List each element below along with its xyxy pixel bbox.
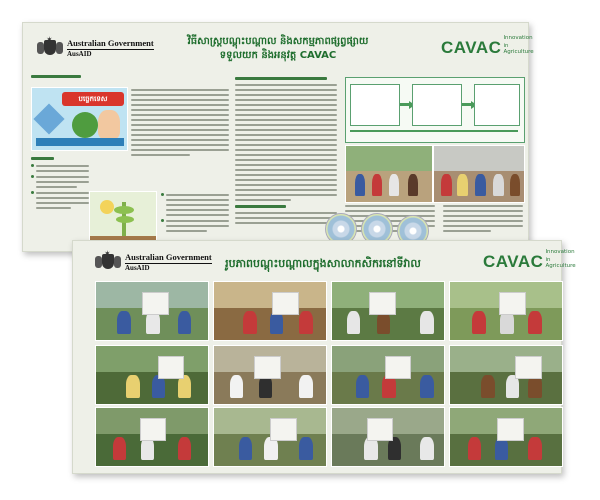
plant-illustration [89, 191, 157, 245]
gov-sub: AusAID [67, 49, 92, 58]
training-photo [449, 281, 563, 341]
australian-crest-icon: ✶ [95, 251, 121, 273]
training-photo [213, 345, 327, 405]
training-photo [95, 407, 209, 467]
photo-meeting-1 [345, 145, 433, 203]
cavac-logo: CAVAC Innovation in Agriculture [483, 249, 576, 271]
right-text-2 [443, 205, 523, 235]
training-photo [331, 345, 445, 405]
back-poster [22, 22, 534, 252]
gov-sub: AusAID [125, 263, 150, 272]
process-diagram [345, 77, 525, 143]
diagram-box-1 [350, 84, 400, 126]
center-text [235, 77, 337, 227]
photo-meeting-2 [433, 145, 525, 203]
intro-text [131, 89, 229, 159]
training-photo [449, 407, 563, 467]
diagram-box-2 [412, 84, 462, 126]
training-photo [449, 345, 563, 405]
poster-title [173, 35, 383, 63]
poster-title-line-2: ទទួលយក និងអនុវត្ត CAVAC [219, 50, 337, 61]
poster-title: រូបភាពបណ្តុះបណ្តាលក្នុងសាលាកសិករនៅទីវាល [225, 257, 421, 270]
training-photo [213, 407, 327, 467]
plant-text [161, 193, 229, 235]
training-photo [213, 281, 327, 341]
training-photo [95, 281, 209, 341]
arrow-right-icon [400, 103, 410, 106]
gov-title: Australian Government [67, 37, 154, 48]
training-photo [331, 281, 445, 341]
front-poster [72, 240, 576, 474]
cavac-logo-icon: CAVAC [441, 38, 502, 57]
cavac-logo: CAVAC Innovation in Agriculture [441, 35, 534, 57]
poster-title-line-1: វិធីសាស្ត្របណ្តុះបណ្តាល និងសកម្មភាពផ្សព្វផ្សាយ [187, 36, 369, 47]
gov-title: Australian Government [125, 251, 212, 262]
arrow-right-icon [462, 103, 472, 106]
illustration-panel [31, 87, 128, 151]
left-heading [31, 75, 81, 82]
training-photo [95, 345, 209, 405]
training-photo [331, 407, 445, 467]
australian-government-logo [95, 251, 212, 273]
australian-crest-icon: ✶ [37, 37, 63, 59]
diagram-box-3 [474, 84, 520, 126]
australian-government-logo [37, 37, 154, 59]
left-bullets [31, 157, 89, 212]
illustration-title: បច្ចេកទេស [62, 92, 124, 106]
cavac-logo-icon: CAVAC [483, 252, 544, 271]
